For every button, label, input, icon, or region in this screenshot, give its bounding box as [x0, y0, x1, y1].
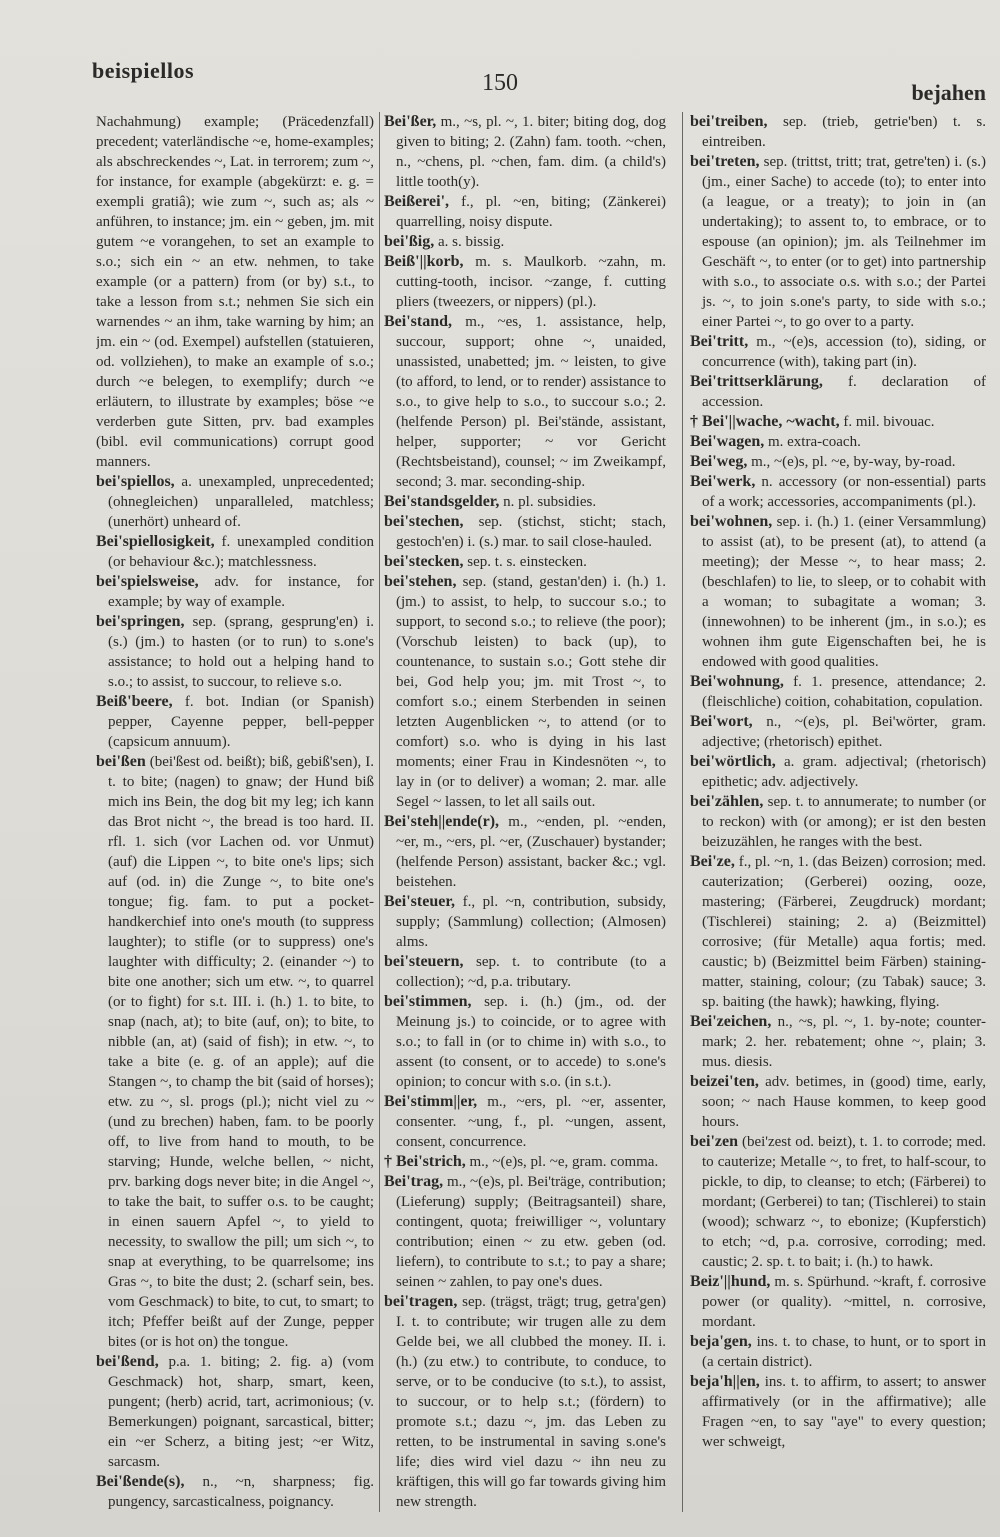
entry-headword: bei'zen — [690, 1133, 738, 1150]
dictionary-entry — [690, 712, 986, 752]
entry-definition: n., ~n, sharpness; fig. pungency, sarcasticalness, poignancy. — [108, 1474, 374, 1510]
dictionary-entry — [690, 1012, 986, 1072]
entry-definition: sep. (sprang, gesprung'en) i. (s.) (jm.) to hasten (or to run) to s.one's assistance; to hold out a helping hand to s.o.; to assist, to succour, to relieve s.o. — [108, 614, 374, 690]
entry-definition: sep. t. s. einstecken. — [463, 554, 587, 570]
entry-definition: Nachahmung) example; (Präcedenzfall) precedent; vaterländische ~e, home-examples; als abschreckendes ~, Lat. in terrorem; zum ~, for instance, for example (abgekürzt: e. g. = exempli gratiâ); wie zum ~, such as; als ~ anführen, to instance; jm. ein ~ geben, jm. mit gutem ~e vorangehen, to set an example to s.o.; sich ein ~ an etw. nehmen, to take example (or a pattern) from (or by) s.t., to take a lesson from s.t.; nehmen Sie sich ein warnendes ~ an ihm, take warning by him; an jm. ein ~ (od. Exempel) aufstellen (statuieren, od. vollziehen), to make an example of s.o.; durch ~e belegen, to exemplify; durch ~e erläutern, to illustrate by examples; böse ~e verderben gute Sitten, prv. bad examples (bibl. evil communications) corrupt good manners. — [96, 114, 374, 470]
entry-definition: (bei'ßest od. beißt); biß, gebiß'sen), I. t. to bite; (nagen) to gnaw; der Hund biß mich ins Bein, the dog bit my leg; ich kann das Brot nicht ~, the bread is too hard. II. rfl. 1. sich (vor Lachen od. vor Unmut) (auf) die Lippen ~, to bite one's lips; sich auf (od. in) die Zunge ~, to bite one's tongue; fig. fam. to put a pocket-handkerchief into one's mouth (to suppress laughter); to stifle (or to suppress) one's laughter with difficulty; 2. (einander ~) to bite one another; sich um etw. ~, to quarrel (or to fight) for s.t. III. i. (h.) 1. to bite, to snap (nach, at); to bite (auf, on); to bite, to nibble (an, at) (said of fish); in etw. ~, to take a bite (e. g. of an apple); auf die Stangen ~, to champ the bit (said of horses); etw. zu ~, sl. progs (pl.); nicht viel zu ~ (und zu brechen) haben, fam. to be poorly off, to live from hand to mouth, to be starving; Hunde, welche bellen, ~ nicht, prv. barking dogs never bite; in die Angel ~, to take the bait, to suffer o.s. to be caught; in einen sauern Apfel ~, to yield to necessity, to swallow the pill; um sich ~, to snap at everything, to be quarrelsome; ins Gras ~, to bite the dust; 2. (scharf sein, bes. vom Geschmack) to bite, to cut, to smart; to itch; Pfeffer beißt auf der Zunge, pepper bites (or is hot on) the tongue. — [108, 754, 374, 1350]
dictionary-entry — [690, 1132, 986, 1272]
dictionary-entry — [384, 1292, 666, 1512]
entry-headword: † Bei'||wache, ~wacht, — [690, 413, 840, 430]
entry-headword: Beißerei', — [384, 193, 450, 210]
entry-headword: Bei'ze, — [690, 853, 735, 870]
entry-headword: bei'tragen, — [384, 1293, 458, 1310]
entry-definition: m. extra-coach. — [764, 434, 861, 450]
entry-headword: Bei'spiellosigkeit, — [96, 533, 215, 550]
entry-definition: sep. t. to annumerate; to number (or to reckon) with (or among); er ist den besten beizuzählen, he ranges with the best. — [702, 794, 986, 850]
entry-definition: n., ~s, pl. ~, 1. by-note; counter-mark; 2. her. rebatement; ohne ~, plain; 3. mus. diesis. — [702, 1014, 986, 1070]
entry-definition: sep. i. (h.) 1. (einer Versammlung) to assist (at), to be present (at), to attend (a meeting); der Messe ~, to hear mass; 2. (beschlafen) to lie, to sleep, or to cohabit with a woman; to subagitate a woman; 3. (innewohnen) to be inherent (jm., in s.o.); es wohnen ihm gute Eigenschaften bei, he is endowed with good qualities. — [702, 514, 986, 670]
entry-headword: Bei'steh||ende(r), — [384, 813, 500, 830]
entry-definition: adv. betimes, in (good) time, early, soon; ~ nach Hause kommen, to keep good hours. — [702, 1074, 986, 1130]
entry-definition: m., ~ers, pl. ~er, assenter, consenter. ~ung, f., pl. ~ungen, assent, consent, concurrence. — [396, 1094, 666, 1150]
entry-headword: bei'stechen, — [384, 513, 464, 530]
entry-definition: m. s. Spürhund. ~kraft, f. corrosive power (or quality). ~mittel, n. corrosive, mordant. — [702, 1274, 986, 1330]
entry-headword: Bei'wohnung, — [690, 673, 784, 690]
dictionary-entry — [690, 1332, 986, 1372]
entry-definition: f., pl. ~n, 1. (das Beizen) corrosion; med. cauterization; (Gerberei) oozing, ooze, mastering; (Färberei, Zeugdruck) mordant; (Tischlerei) staining; 2. a) (Beizmittel) corrosive; (für Metalle) aqua fortis; med. caustic; b) (Beizmittel beim Färben) staining-matter, staining, colour; (zu Tabak) sauce; 3. sp. baiting (the hawk); hawking, flying. — [702, 854, 986, 1010]
dictionary-entry — [690, 452, 986, 472]
entry-definition: m., ~enden, pl. ~enden, ~er, m., ~ers, pl. ~er, (Zuschauer) bystander; (helfende Person) assistant, backer &c.; vgl. beistehen. — [396, 814, 666, 890]
entry-headword: bei'stecken, — [384, 553, 464, 570]
dictionary-entry — [384, 992, 666, 1092]
entry-headword: bei'ßig, — [384, 233, 435, 250]
entry-headword: bei'stimmen, — [384, 993, 472, 1010]
entry-headword: Beiz'||hund, — [690, 1273, 771, 1290]
dictionary-entry — [690, 432, 986, 452]
column-1 — [96, 112, 374, 1512]
dictionary-entry — [384, 312, 666, 492]
dictionary-entry — [690, 852, 986, 1012]
entry-definition: f., pl. ~n, contribution, subsidy, supply; (Sammlung) collection; (Almosen) alms. — [396, 894, 666, 950]
dictionary-entry — [384, 252, 666, 312]
entry-definition: f. 1. presence, attendance; 2. (fleischliche) coition, cohabitation, copulation. — [702, 674, 986, 710]
entry-definition: sep. t. to contribute (to a collection); ~d, p.a. tributary. — [396, 954, 666, 990]
dictionary-entry — [96, 1472, 374, 1512]
dictionary-entry — [690, 1072, 986, 1132]
entry-headword: Bei'trittserklärung, — [690, 373, 823, 390]
entry-definition: f. declaration of accession. — [702, 374, 986, 410]
entry-definition: a. unexampled, unprecedented; (ohnegleichen) unparalleled, matchless; (unerhört) unheard of. — [108, 474, 374, 530]
entry-definition: sep. (trägst, trägt; trug, getra'gen) I. t. to contribute; wir trugen alle zu dem Gelde bei, we all clubbed the money. II. i. (h.) (zu etw.) to contribute, to conduce, to serve, or to be conducive (to s.t.), to assist, to succour, or to help s.t.; (fördern) to promote s.t.; dazu ~, jm. das Leben zu retten, to be instrumental in saving s.one's life; dies wird viel dazu ~ ihn neu zu kräftigen, this will go far towards giving him new strength. — [396, 1294, 666, 1510]
dictionary-entry — [690, 1372, 986, 1452]
entry-definition: sep. (trieb, getrie'ben) t. s. eintreiben. — [702, 114, 986, 150]
dictionary-entry — [384, 812, 666, 892]
dictionary-entry — [384, 1092, 666, 1152]
entry-definition: a. gram. adjectival; (rhetorisch) epithetic; adv. adjectively. — [702, 754, 986, 790]
entry-definition: p.a. 1. biting; 2. fig. a) (vom Geschmack) hot, sharp, smart, keen, pungent; (herb) acrid, tart, acrimonious; (v. Bemerkungen) poignant, sarcastical, bitter; ein ~er Scherz, a biting jest; ~er Witz, sarcasm. — [108, 1354, 374, 1470]
entry-headword: bei'ßend, — [96, 1353, 159, 1370]
entry-headword: beja'gen, — [690, 1333, 752, 1350]
dictionary-entry — [384, 232, 666, 252]
entry-definition: sep. (stand, gestan'den) i. (h.) 1. (jm.) to assist, to help, to succour s.o.; to support, to second s.o.; to relieve (the poor); (Vorschub leisten) to back (up), to countenance, to sustain s.o.; Gott stehe dir bei, God help you; jm. mit Trost ~, to comfort s.o.; einem Sterbenden in seinen letzten Augenblicken ~, to attend (or to comfort) s.o. who is dying in his last moments; einer Frau in Kindesnöten ~, to lay in (or to deliver) a woman; 2. mar. alle Segel ~ lassen, to let all sails out. — [396, 574, 666, 810]
entry-headword: Bei'wagen, — [690, 433, 765, 450]
entry-headword: Bei'weg, — [690, 453, 748, 470]
entry-definition: f. unexampled condition (or behaviour &c.); matchlessness. — [108, 534, 374, 570]
entry-definition: f., pl. ~en, biting; (Zänkerei) quarrelling, noisy dispute. — [396, 194, 666, 230]
dictionary-entry — [96, 612, 374, 692]
entry-definition: (bei'zest od. beizt), t. 1. to corrode; med. to cauterize; Metalle ~, to fret, to half-scour, to pickle, to dip, to cleanse; to etch; (Färberei) to mordant; (Gerberei) to tan; (Tischlerei) to stain (wood); schwarz ~, to ebonize; (Kupferstich) to etch; ~d, p.a. corrosive, corroding; med. caustic; 2. sp. t. to bait; i. (h.) to hawk. — [702, 1134, 986, 1270]
dictionary-entry — [690, 792, 986, 852]
entry-definition: n., ~(e)s, pl. Bei'wörter, gram. adjective; (rhetorisch) epithet. — [702, 714, 986, 750]
entry-headword: Bei'wort, — [690, 713, 753, 730]
dictionary-entry — [384, 892, 666, 952]
dictionary-entry — [690, 372, 986, 412]
entry-headword: Bei'ßer, — [384, 113, 437, 130]
dictionary-entry — [690, 1272, 986, 1332]
dictionary-entry — [690, 672, 986, 712]
entry-headword: bei'steuern, — [384, 953, 464, 970]
column-2 — [384, 112, 666, 1512]
entry-headword: Bei'trag, — [384, 1173, 444, 1190]
entry-definition: f. bot. Indian (or Spanish) pepper, Cayenne pepper, bell-pepper (capsicum annuum). — [108, 694, 374, 750]
dictionary-entry — [384, 1152, 666, 1172]
entry-headword: beizei'ten, — [690, 1073, 759, 1090]
header-left-word: beispiellos — [92, 58, 195, 83]
dictionary-entry — [384, 572, 666, 812]
dictionary-entry — [384, 112, 666, 192]
dictionary-entry — [96, 572, 374, 612]
entry-headword: Bei'werk, — [690, 473, 756, 490]
dictionary-entry — [384, 1172, 666, 1292]
dictionary-entry — [690, 332, 986, 372]
dictionary-entry — [96, 692, 374, 752]
entry-headword: Beiß'beere, — [96, 693, 173, 710]
entry-headword: bei'treiben, — [690, 113, 768, 130]
entry-definition: ins. t. to chase, to hunt, or to sport in (a certain district). — [702, 1334, 986, 1370]
entry-continuation — [96, 112, 374, 472]
dictionary-entry — [96, 752, 374, 1352]
entry-definition: f. mil. bivouac. — [839, 414, 935, 430]
entry-definition: n. accessory (or non-essential) parts of a work; accessories, accompaniments (pl.). — [702, 474, 986, 510]
entry-headword: Bei'stimm||er, — [384, 1093, 478, 1110]
column-divider — [379, 112, 380, 1512]
dictionary-entry — [96, 532, 374, 572]
entry-headword: bei'zählen, — [690, 793, 764, 810]
entry-definition: ins. t. to affirm, to assert; to answer affirmatively (or in the affirmative); alle Fragen ~en, to say "aye" to every question; wer schweigt, — [702, 1374, 986, 1450]
dictionary-entry — [690, 412, 986, 432]
page-number: 150 — [482, 70, 518, 96]
entry-headword: bei'spielsweise, — [96, 573, 199, 590]
entry-definition: m., ~(e)s, pl. ~e, by-way, by-road. — [747, 454, 956, 470]
entry-definition: m., ~es, 1. assistance, help, succour, support; ohne ~, unaided, unassisted, unabetted; jm. ~ leisten, to give (to afford, to lend, or to render) assistance to s.o., to give help to s.o., to succour s.o.; 2. (helfende Person) pl. Bei'stände, assistant, helper, supporter; ~ vor Gericht (Rechtsbeistand), counsel; ~ im Zweikampf, second; 3. mar. seconding-ship. — [396, 314, 666, 490]
column-divider — [682, 112, 683, 1512]
entry-definition: a. s. bissig. — [434, 234, 505, 250]
dictionary-entry — [690, 512, 986, 672]
entry-definition: m., ~(e)s, accession (to), siding, or concurrence (with), taking part (in). — [702, 334, 986, 370]
dictionary-entry — [690, 112, 986, 152]
entry-definition: sep. (stichst, sticht; stach, gestoch'en) i. (s.) mar. to sail close-hauled. — [396, 514, 666, 550]
entry-headword: Beiß'||korb, — [384, 253, 464, 270]
page-header — [0, 58, 1000, 105]
dictionary-entry — [384, 512, 666, 552]
entry-definition: adv. for instance, for example; by way of example. — [108, 574, 374, 610]
entry-headword: bei'treten, — [690, 153, 760, 170]
entry-definition: sep. i. (h.) (jm., od. der Meinung js.) to coincide, or to agree with s.o.; to fall in (or to chime in) with s.o., to assent (to consent, or to accede) to s.one's opinion; to concur with s.o. (in s.t.). — [396, 994, 666, 1090]
entry-headword: Bei'ßende(s), — [96, 1473, 185, 1490]
entry-headword: Bei'steuer, — [384, 893, 455, 910]
dictionary-entry — [384, 952, 666, 992]
dictionary-entry — [384, 492, 666, 512]
dictionary-entry — [96, 1352, 374, 1472]
entry-definition: m., ~s, pl. ~, 1. biter; biting dog, dog given to biting; 2. (Zahn) fam. tooth. ~chen, n., ~chens, pl. ~chen, fam. dim. (a child's) little tooth(y). — [396, 114, 666, 190]
entry-headword: bei'springen, — [96, 613, 185, 630]
entry-definition: n. pl. subsidies. — [499, 494, 597, 510]
dictionary-entry — [384, 552, 666, 572]
entry-headword: bei'wohnen, — [690, 513, 773, 530]
dictionary-entry — [96, 472, 374, 532]
entry-headword: bei'ßen — [96, 753, 146, 770]
entry-headword: beja'h||en, — [690, 1373, 760, 1390]
dictionary-entry — [690, 752, 986, 792]
entry-headword: Bei'stand, — [384, 313, 453, 330]
dictionary-entry — [690, 152, 986, 332]
entry-definition: m., ~(e)s, pl. ~e, gram. comma. — [465, 1154, 659, 1170]
entry-headword: Bei'standsgelder, — [384, 493, 500, 510]
entry-definition: m. s. Maulkorb. ~zahn, m. cutting-tooth, incisor. ~zange, f. cutting pliers (tweezers, or nippers) (pl.). — [396, 254, 666, 310]
header-right-word: bejahen — [911, 80, 986, 105]
entry-headword: Bei'zeichen, — [690, 1013, 772, 1030]
dictionary-entry — [384, 192, 666, 232]
entry-headword: Bei'tritt, — [690, 333, 749, 350]
entry-headword: † Bei'strich, — [384, 1153, 466, 1170]
entry-headword: bei'spiellos, — [96, 473, 175, 490]
entry-definition: sep. (trittst, tritt; trat, getre'ten) i. (s.) (jm., einer Sache) to accede (to); to enter into (a league, or a treaty); to join in (an undertaking); to assent to, to embrace, or to espouse (an opinion); jm. als Teilnehmer im Geschäft ~, to enter (or to get) into partnership with s.o., to associate o.s. with s.o.; der Partei js. ~, to join s.one's party, to side with s.o.; einer Partei ~, to go over to a party. — [702, 154, 986, 330]
column-3 — [690, 112, 986, 1512]
entry-headword: bei'stehen, — [384, 573, 457, 590]
entry-headword: bei'wörtlich, — [690, 753, 776, 770]
dictionary-entry — [690, 472, 986, 512]
entry-definition: m., ~(e)s, pl. Bei'träge, contribution; (Lieferung) supply; (Beitragsanteil) share, contingent, quota; freiwilliger ~, voluntary contribution; einen ~ zu etw. geben (od. liefern), to contribute to s.t.; to pay a share; seinen ~ zahlen, to pay one's dues. — [396, 1174, 666, 1290]
